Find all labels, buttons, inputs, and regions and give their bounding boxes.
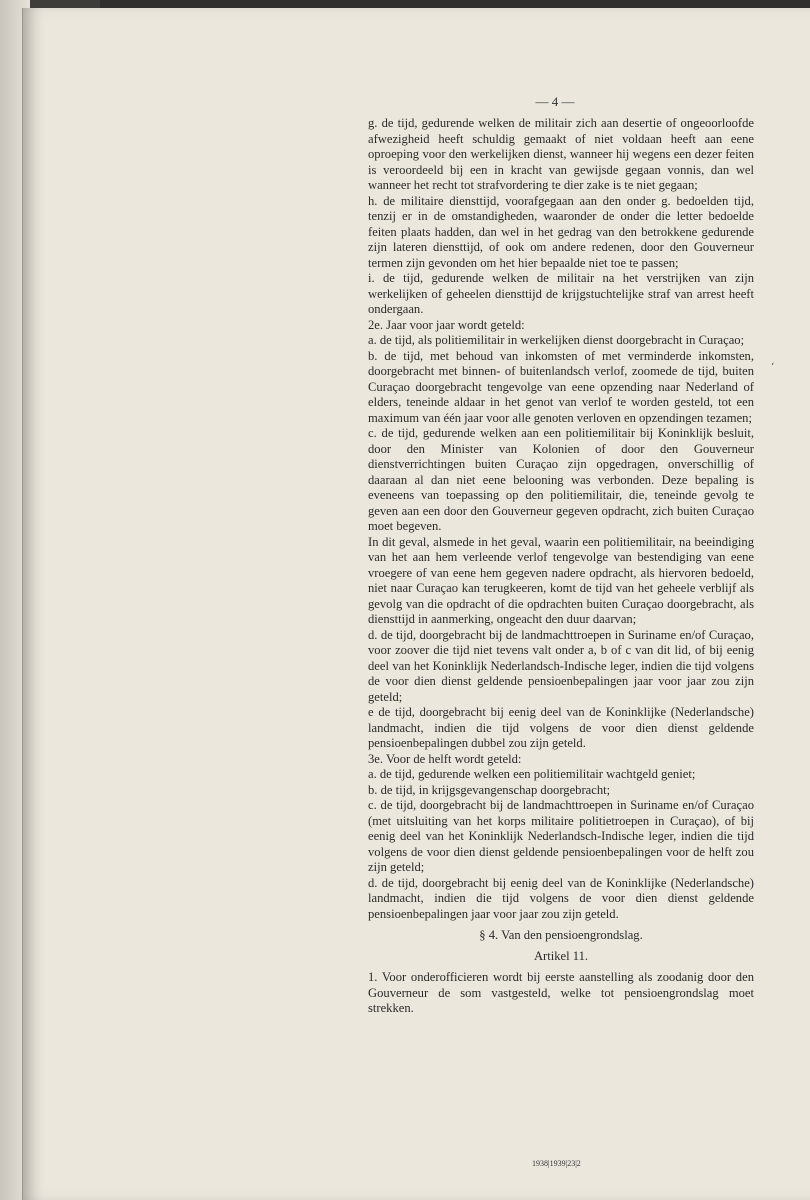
paragraph-3e-c: c. de tijd, doorgebracht bij de landmachttroepen in Suriname en/of Curaçao (met uitsluiting van het korps militaire politietroepen in Curaçao), of bij eenig deel van het Koninklijk Nederlandsch-Indische leger, indien die tijd volgens de voor dien dienst geldende pensioenbepalingen voor de helft zou zijn geteld; bbox=[368, 798, 754, 874]
paragraph-2e-c-continued: In dit geval, alsmede in het geval, waarin een politiemilitair, na beeindiging van het aan hem verleende verlof tengevolge van bestendiging van eene vroegere of van eene hem gegeven nadere opdracht, als hiervoren bedoeld, niet naar Curaçao kan terugkeeren, komt de tijd van het geheele verblijf als gevolg van die opdracht of die opdrachten buiten Curaçao doorgebracht, als diensttijd in aanmerking, ongeacht den duur daarvan; bbox=[368, 534, 754, 626]
body-text bbox=[368, 116, 754, 1017]
paragraph-h: h. de militaire diensttijd, voorafgegaan aan den onder g. bedoelden tijd, tenzij er in de omstandigheden, waaronder de onder die letter bedoelde feiten plaats hadden, dan wel in het gedrag van den betrokkene gedurende zijn lateren diensttijd, of ook om andere redenen, door den Gouverneur termen zijn gevonden om het hier bepaalde niet toe te passen; bbox=[368, 193, 754, 270]
article-heading: Artikel 11. bbox=[533, 948, 589, 963]
paragraph-2e-e: e de tijd, doorgebracht bij eenig deel van de Koninklijke (Nederlandsche) landmacht, indien die tijd volgens de voor dien dienst geldende pensioenbepalingen dubbel zou zijn geteld. bbox=[368, 705, 754, 750]
paragraph-3e-heading: 3e. Voor de helft wordt geteld: bbox=[368, 751, 522, 766]
paragraph-3e-b: b. de tijd, in krijgsgevangenschap doorgebracht; bbox=[368, 782, 611, 797]
paragraph-2e-a: a. de tijd, als politiemilitair in werkelijken dienst doorgebracht in Curaçao; bbox=[368, 333, 745, 347]
paragraph-g: g. de tijd, gedurende welken de militair zich aan desertie of ongeoorloofde afwezigheid heeft schuldig gemaakt of niet voldaan heeft aan eene oproeping voor den werkelijken dienst, wanneer hij wegens een dezer feiten is veroordeeld bij een in kracht van gewijsde gegaan vonnis, dan wel wanneer het recht tot strafvordering te dier zake is te niet gegaan; bbox=[368, 116, 754, 192]
paragraph-i: i. de tijd, gedurende welken de militair na het verstrijken van zijn werkelijken of geheelen diensttijd de krijgstuchtelijke straf van arrest heeft ondergaan. bbox=[368, 271, 754, 316]
paragraph-3e-d: d. de tijd, doorgebracht bij eenig deel van de Koninklijke (Nederlandsche) landmacht, indien die tijd volgens de voor dien dienst geldende pensioenbepalingen jaar voor jaar zou zijn geteld. bbox=[368, 875, 754, 921]
article-paragraph: 1. Voor onderofficieren wordt bij eerste aanstelling als zoodanig door den Gouverneur de som vastgesteld, welke tot pensioengrondslag moet strekken. bbox=[368, 970, 754, 1015]
paragraph-3e-a: a. de tijd, gedurende welken een politiemilitair wachtgeld geniet; bbox=[368, 767, 696, 781]
paragraph-2e-c: c. de tijd, gedurende welken aan een politiemilitair bij Koninklijk besluit, door den Minister van Kolonien of door den Gouverneur dienstverrichtingen buiten Curaçao zijn opgedragen, onverschillig of daaraan al dan niet eene belooning was verbonden. Deze bepaling is eveneens van toepassing op den politiemilitair, die, teneinde gevolg te geven aan een door den Gouverneur gegeven opdracht, zich buiten Curaçao moet begeven. bbox=[368, 426, 754, 533]
page-number: — 4 — bbox=[535, 94, 575, 109]
footer-code: 1938|1939|23|2 bbox=[532, 1159, 581, 1168]
section-heading: § 4. Van den pensioengrondslag. bbox=[479, 928, 643, 942]
paragraph-2e-d: d. de tijd, doorgebracht bij de landmachttroepen in Suriname en/of Curaçao, voor zoover die tijd niet tevens valt onder a, b of c van dit lid, of bij eenig deel van het Koninklijk Nederlandsch-Indische leger, indien die tijd volgens de voor dien dienst geldende pensioenbepalingen jaar voor jaar zou zijn geteld; bbox=[368, 627, 754, 704]
paragraph-2e-heading: 2e. Jaar voor jaar wordt geteld: bbox=[368, 317, 525, 332]
paragraph-2e-b: b. de tijd, met behoud van inkomsten of met verminderde inkomsten, doorgebracht met binnen- of buitenlandsch verlof, zoomede de tijd, buiten Curaçao doorgebracht tengevolge van eene opzending naar Nederland of elders, teneinde aldaar in het genot van verlof te worden gesteld, tot een maximum van één jaar voor alle genoten verloven en opzendingen tezamen; bbox=[368, 348, 754, 425]
margin-mark: ‘ bbox=[771, 362, 775, 373]
